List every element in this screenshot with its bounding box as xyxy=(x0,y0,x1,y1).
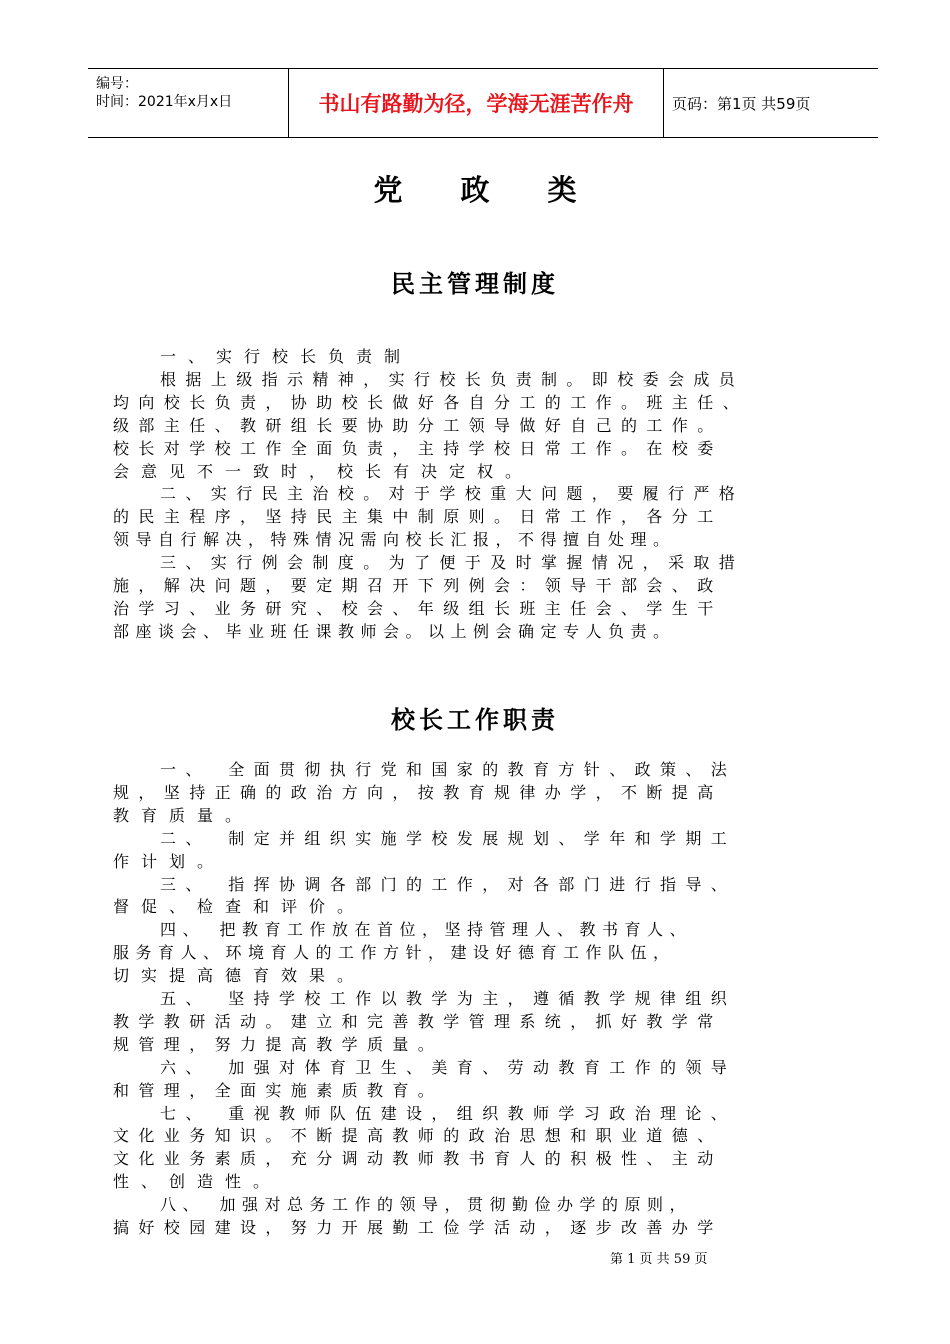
paragraph-line: 教育质量。 xyxy=(113,805,254,825)
paragraph-line: 三、 指挥协调各部门的工作，对各部门进行指导、 xyxy=(160,874,737,894)
paragraph-line: 一、 全面贯彻执行党和国家的教育方针、政策、法 xyxy=(160,760,737,779)
header-page-info: 页码：第1页 共59页 xyxy=(672,94,811,113)
paragraph-line: 的民主程序，坚持民主集中制原则。日常工作，各分工 xyxy=(113,507,723,527)
page-footer: 第 1 页 共 59 页 xyxy=(610,1252,708,1267)
paragraph-line: 五、 坚持学校工作以教学为主，遵循教学规律组织 xyxy=(160,989,737,1008)
paragraph-line: 二、实行民主治校。对于学校重大问题，要履行严格 xyxy=(160,484,745,504)
paragraph-line: 领导自行解决，特殊情况需向校长汇报，不得擅自处理。 xyxy=(113,530,676,550)
paragraph-line: 服务育人、环境育人的工作方针，建设好德育工作队伍， xyxy=(113,943,676,963)
paragraph-line: 性、创造性。 xyxy=(113,1172,282,1192)
page-title: 党政类 xyxy=(373,173,635,207)
paragraph-line: 规管理，努力提高教学质量。 xyxy=(113,1034,444,1054)
paragraph-line: 校长对学校工作全面负责，主持学校日常工作。在校委 xyxy=(113,438,723,458)
section-title-democratic-management: 民主管理制度 xyxy=(391,270,559,298)
paragraph-line: 部座谈会、毕业班任课教师会。以上例会确定专人负责。 xyxy=(113,621,676,641)
header-motto: 书山有路勤为径，学海无涯苦作舟 xyxy=(288,69,664,137)
paragraph-line: 四、 把教育工作放在首位，坚持管理人、教书育人、 xyxy=(160,920,693,940)
header-left-cell xyxy=(88,69,288,137)
paragraph-line: 和管理，全面实施素质教育。 xyxy=(113,1080,444,1100)
header-table xyxy=(88,68,878,138)
paragraph-line: 规，坚持正确的政治方向，按教育规律办学，不断提高 xyxy=(113,782,723,802)
paragraph-line: 文化业务素质，充分调动教师教书育人的积极性、主动 xyxy=(113,1149,723,1169)
paragraph-line: 施，解决问题，要定期召开下列例会：领导干部会、政 xyxy=(113,576,723,595)
paragraph-line: 教学教研活动。建立和完善教学管理系统，抓好教学常 xyxy=(113,1011,723,1031)
document-number: 编号： xyxy=(96,76,138,92)
paragraph-line: 一、实行校长负责制 xyxy=(160,347,413,366)
paragraph-line: 督促、检查和评价。 xyxy=(113,897,366,917)
paragraph-line: 治学习、业务研究、校会、年级组长班主任会、学生干 xyxy=(113,598,723,618)
paragraph-line: 会意见不一致时，校长有决定权。 xyxy=(113,461,534,481)
paragraph-line: 均向校长负责，协助校长做好各自分工的工作。班主任、 xyxy=(113,392,749,412)
paragraph-line: 级部主任、教研组长要协助分工领导做好自己的工作。 xyxy=(113,415,723,435)
document-time: 时间：2021年x月x日 xyxy=(96,94,233,110)
paragraph-line: 二、 制定并组织实施学校发展规划、学年和学期工 xyxy=(160,828,737,848)
paragraph-line: 三、实行例会制度。为了便于及时掌握情况，采取措 xyxy=(160,553,745,573)
paragraph-line: 作计划。 xyxy=(113,851,226,871)
paragraph-line: 搞好校园建设，努力开展勤工俭学活动，逐步改善办学 xyxy=(113,1218,723,1237)
section-title-principal-duties: 校长工作职责 xyxy=(391,706,559,734)
paragraph-line: 六、 加强对体育卫生、美育、劳动教育工作的领导 xyxy=(160,1057,737,1077)
paragraph-line: 七、 重视教师队伍建设，组织教师学习政治理论、 xyxy=(160,1103,737,1123)
paragraph-line: 文化业务知识。不断提高教师的政治思想和职业道德、 xyxy=(113,1126,723,1146)
paragraph-line: 切实提高德育效果。 xyxy=(113,966,366,986)
paragraph-line: 八、 加强对总务工作的领导，贯彻勤俭办学的原则， xyxy=(160,1195,693,1215)
paragraph-line: 根据上级指示精神，实行校长负责制。即校委会成员 xyxy=(160,369,745,389)
